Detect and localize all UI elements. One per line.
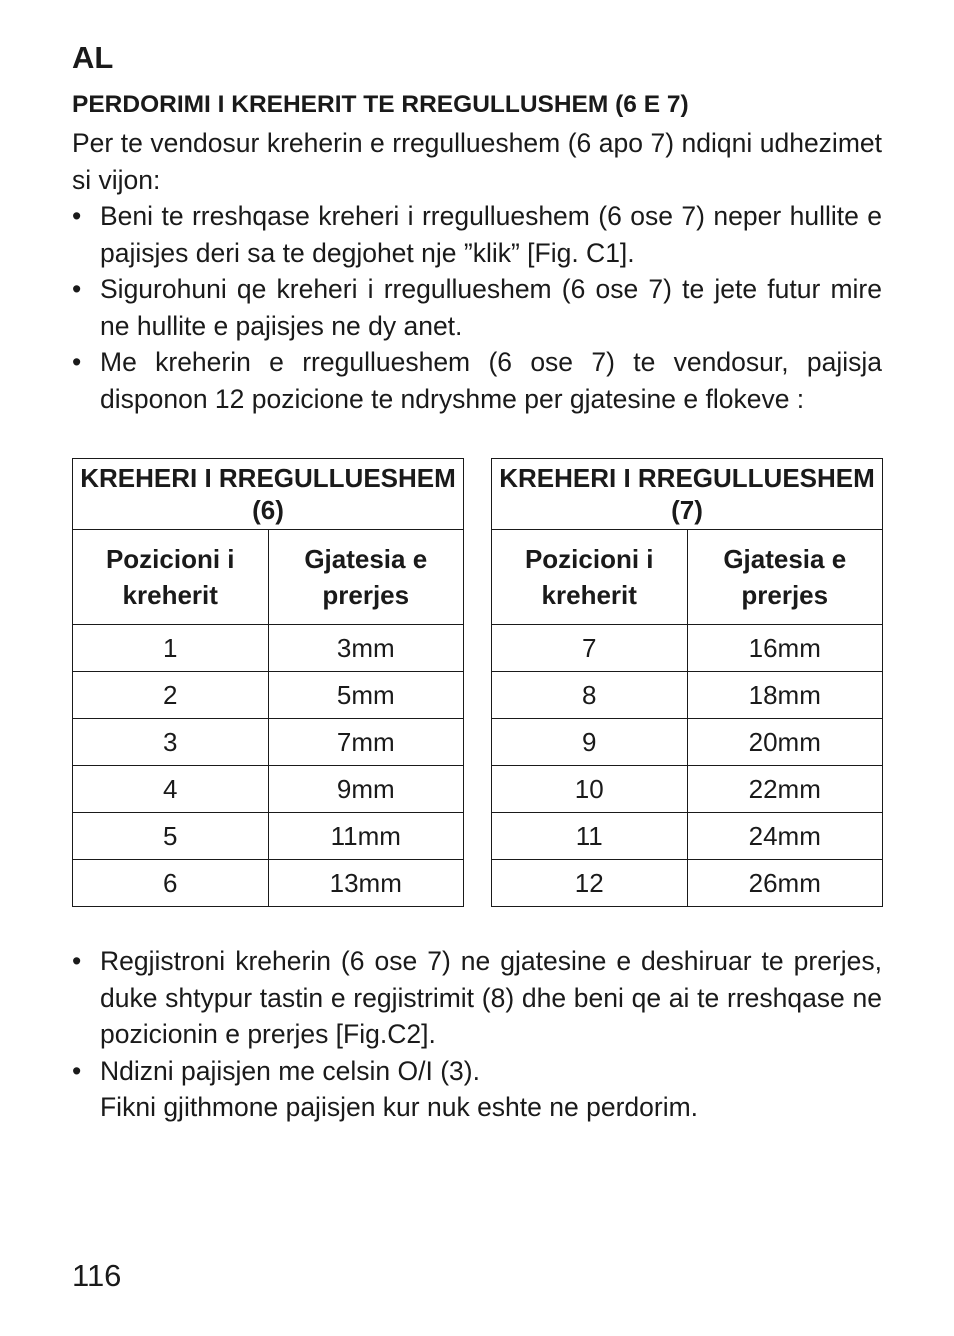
table-title: KREHERI I RREGULLUESHEM (7) — [492, 459, 883, 530]
position-cell: 12 — [492, 860, 688, 907]
length-cell: 16mm — [687, 625, 883, 672]
bullet-icon: • — [72, 946, 82, 976]
instruction-list-bottom — [72, 943, 882, 1126]
position-cell: 7 — [492, 625, 688, 672]
list-item — [72, 344, 882, 417]
table-row — [73, 860, 464, 907]
list-item-text: Me kreherin e rregullueshem (6 ose 7) te vendosur, pajisja disponon 12 pozicione te ndryshme per gjatesine e flokeve : — [100, 347, 882, 414]
table-row — [73, 813, 464, 860]
table-title: KREHERI I RREGULLUESHEM (6) — [73, 459, 464, 530]
length-cell: 26mm — [687, 860, 883, 907]
list-item — [72, 271, 882, 344]
position-cell: 8 — [492, 672, 688, 719]
column-header-position: Pozicioni i kreherit — [73, 530, 269, 625]
list-item-text: Beni te rreshqase kreheri i rregullueshem (6 ose 7) neper hullite e pajisjes deri sa te degjohet nje ”klik” [Fig. C1]. — [100, 201, 882, 268]
page-number: 116 — [72, 1258, 122, 1293]
bullet-icon: • — [72, 201, 82, 231]
length-cell: 11mm — [268, 813, 464, 860]
column-header-position: Pozicioni i kreherit — [492, 530, 688, 625]
position-cell: 2 — [73, 672, 269, 719]
list-item — [72, 1053, 882, 1090]
table-row — [73, 719, 464, 766]
bullet-icon: • — [72, 347, 82, 377]
instruction-list-top — [72, 198, 882, 417]
column-header-length: Gjatesia e prerjes — [687, 530, 883, 625]
bullet-icon: • — [72, 274, 82, 304]
position-cell: 6 — [73, 860, 269, 907]
intro-paragraph: Per te vendosur kreherin e rregullueshem (6 apo 7) ndiqni udhezimet si vijon: — [72, 128, 882, 195]
comb-table-7 — [491, 458, 883, 907]
closing-note: Fikni gjithmone pajisjen kur nuk eshte ne perdorim. — [100, 1092, 699, 1122]
list-item — [72, 943, 882, 1053]
comb-table-6 — [72, 458, 464, 907]
list-item-text: Ndizni pajisjen me celsin O/I (3). — [100, 1055, 480, 1086]
length-cell: 5mm — [268, 672, 464, 719]
position-cell: 3 — [73, 719, 269, 766]
language-code: AL — [72, 40, 114, 75]
length-cell: 20mm — [687, 719, 883, 766]
length-cell: 18mm — [687, 672, 883, 719]
table-row — [492, 766, 883, 813]
position-cell: 4 — [73, 766, 269, 813]
position-cell: 11 — [492, 813, 688, 860]
table-row — [492, 719, 883, 766]
position-cell: 10 — [492, 766, 688, 813]
column-header-length: Gjatesia e prerjes — [268, 530, 464, 625]
length-cell: 3mm — [268, 625, 464, 672]
length-cell: 9mm — [268, 766, 464, 813]
bullet-icon: • — [72, 1055, 82, 1086]
table-row — [492, 625, 883, 672]
length-cell: 13mm — [268, 860, 464, 907]
table-row — [73, 672, 464, 719]
length-cell: 22mm — [687, 766, 883, 813]
table-row — [73, 625, 464, 672]
table-row — [492, 813, 883, 860]
table-row — [492, 860, 883, 907]
list-item — [72, 198, 882, 271]
length-cell: 7mm — [268, 719, 464, 766]
position-cell: 5 — [73, 813, 269, 860]
position-cell: 1 — [73, 625, 269, 672]
position-cell: 9 — [492, 719, 688, 766]
table-row — [492, 672, 883, 719]
section-heading: PERDORIMI I KREHERIT TE RREGULLUSHEM (6 E 7) — [72, 91, 689, 118]
list-item-text: Sigurohuni qe kreheri i rregullueshem (6 ose 7) te jete futur mire ne hullite e pajisjes ne dy anet. — [100, 274, 882, 341]
list-item-text: Regjistroni kreherin (6 ose 7) ne gjatesine e deshiruar te prerjes, duke shtypur tastin e regjistrimit (8) dhe beni qe ai te rreshqase ne pozicionin e prerjes [Fig.C2]. — [100, 946, 882, 1049]
length-cell: 24mm — [687, 813, 883, 860]
table-row — [73, 766, 464, 813]
